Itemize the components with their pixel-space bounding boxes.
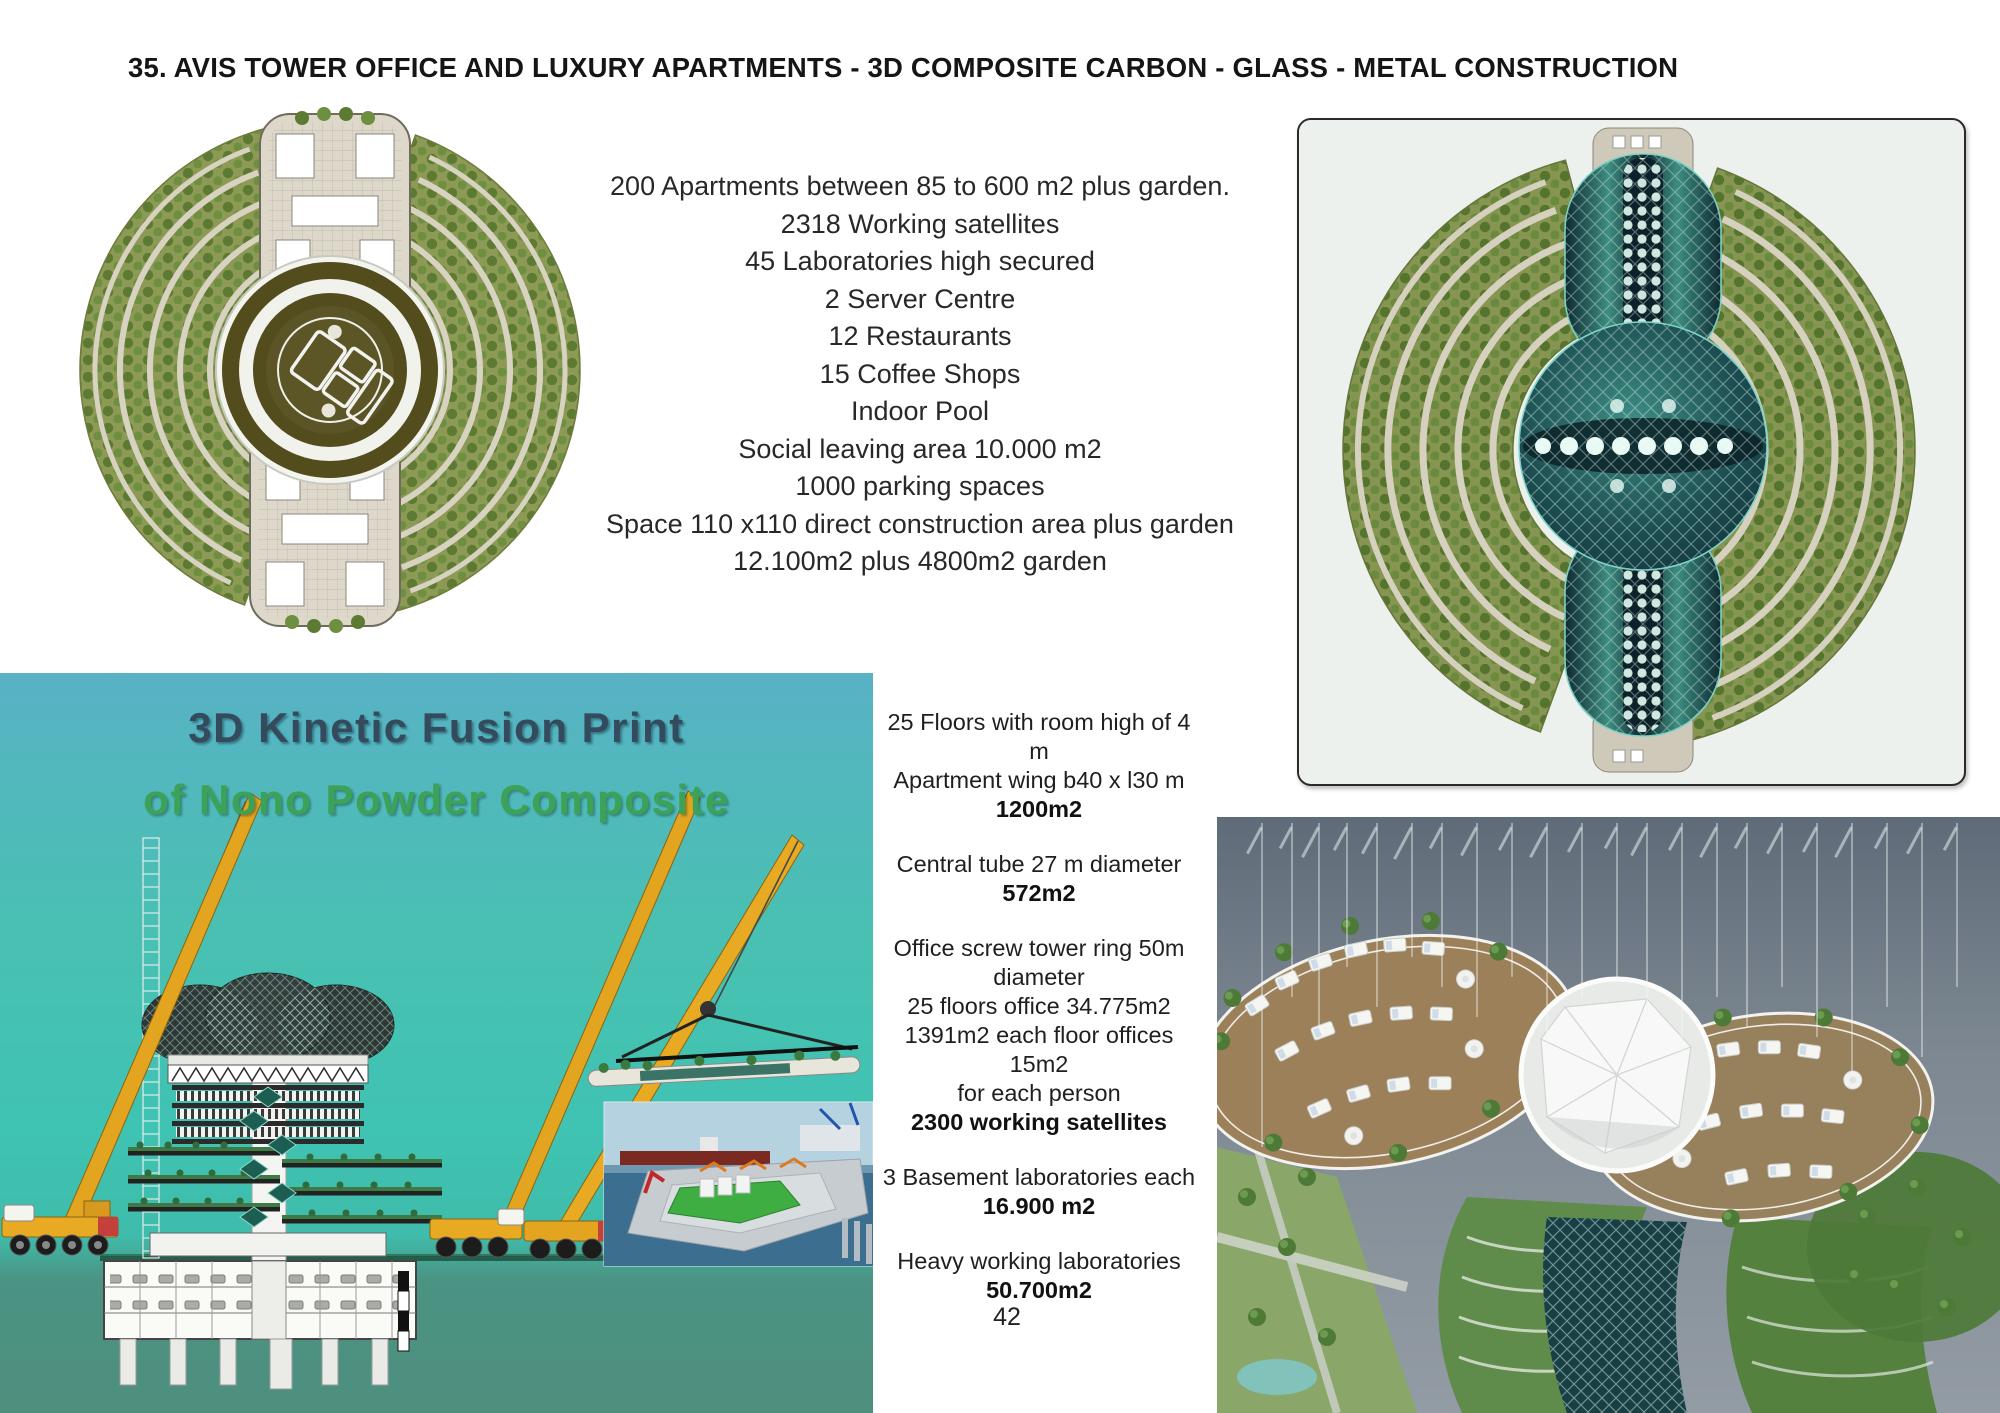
tower-top-render-figure	[1297, 118, 1966, 786]
tower-top-render	[1299, 120, 1960, 780]
detail-line: for each person	[957, 1080, 1121, 1106]
detail-value: 1200m2	[995, 796, 1083, 822]
detail-group	[878, 1247, 1200, 1305]
floor-plan-drawing	[62, 100, 602, 645]
spec-line: Social leaving area 10.000 m2	[738, 433, 1102, 464]
detail-line: Central tube 27 m diameter	[896, 851, 1182, 877]
kinetic-title-line1: 3D Kinetic Fusion Print	[188, 704, 685, 751]
detail-group	[878, 708, 1200, 824]
ground-floor	[150, 1233, 386, 1256]
aerial-render	[1217, 817, 2000, 1413]
page-title: 35. AVIS TOWER OFFICE AND LUXURY APARTMENTS - 3D COMPOSITE CARBON - GLASS - METAL CONSTRUCTION	[128, 52, 1679, 83]
spec-line: Indoor Pool	[850, 396, 990, 426]
cargo-ship	[620, 1151, 770, 1165]
pier-piles	[842, 1218, 872, 1264]
detail-line: Apartment wing b40 x l30 m	[893, 767, 1185, 793]
spec-list	[605, 168, 1235, 581]
central-dome	[1521, 979, 1713, 1171]
spec-line: 45 Laboratories high secured	[745, 246, 1095, 276]
barge-inset-photo	[604, 1102, 873, 1266]
spec-line: 1000 parking spaces	[795, 471, 1045, 501]
detail-line: 3 Basement laboratories each	[882, 1164, 1196, 1190]
spec-line: 15 Coffee Shops	[819, 358, 1021, 389]
detail-list	[878, 708, 1200, 1331]
aerial-render-figure	[1217, 817, 2000, 1413]
spec-line: 2318 Working satellites	[780, 208, 1060, 239]
detail-value: 50.700m2	[986, 1277, 1092, 1303]
spec-line: 2 Server Centre	[824, 283, 1016, 314]
detail-line: 25 Floors with room high of 4 m	[887, 709, 1191, 764]
detail-line: 25 floors office 34.775m2	[907, 993, 1171, 1019]
detail-value: 16.900 m2	[982, 1193, 1096, 1219]
page-number: 42	[993, 1303, 1021, 1331]
spec-line: 200 Apartments between 85 to 600 m2 plus garden.	[610, 171, 1230, 201]
detail-value: 572m2	[1002, 880, 1076, 906]
detail-group	[878, 1163, 1200, 1221]
kinetic-title-line2: of Nono Powder Composite	[143, 776, 730, 823]
detail-line: 1391m2 each floor offices 15m2	[904, 1022, 1174, 1077]
spec-line: 12 Restaurants	[828, 321, 1012, 351]
spec-line: Space 110 x110 direct construction area plus garden	[606, 508, 1234, 539]
spec-line: 12.100m2 plus 4800m2 garden	[733, 546, 1107, 576]
detail-value: 2300 working satellites	[910, 1109, 1167, 1135]
support-ship	[800, 1125, 860, 1151]
detail-group	[878, 934, 1200, 1137]
detail-line: Office screw tower ring 50m	[893, 935, 1185, 961]
detail-line: Heavy working laboratories	[897, 1248, 1181, 1274]
detail-group	[878, 850, 1200, 908]
glass-sphere	[1519, 322, 1767, 570]
helipad-core	[216, 256, 444, 484]
detail-line: diameter	[993, 964, 1085, 990]
scale-bar	[398, 1271, 409, 1351]
floor-plan-figure	[62, 100, 602, 645]
